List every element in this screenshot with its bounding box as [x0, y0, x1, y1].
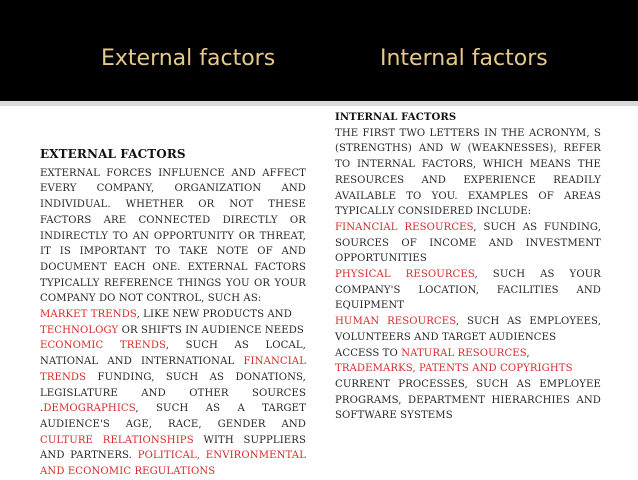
technology-item: [40, 323, 306, 339]
external-intro: [40, 166, 306, 307]
political-regulations-label: POLITICAL, ENVIRONMENTAL AND ECONOMIC REGULATIONS: [40, 450, 306, 478]
market-trends-text: , LIKE NEW PRODUCTS AND: [136, 309, 292, 321]
market-trends-item: [40, 307, 306, 323]
internal-intro-text: THE FIRST TWO LETTERS IN THE ACRONYM, S (STRENGTHS) AND W (WEAKNESSES), REFER TO INTERNAL FACTORS, WHICH MEANS THE RESOURCES AND EXPERIENCE READILY AVAILABLE TO YOU. EXAMPLES OF AREAS TYPICALLY CONSIDERED INCLUDE:: [335, 127, 601, 218]
culture-relationships-text: WITH SUPPLIERS AND PARTNERS.: [40, 434, 306, 462]
header-divider: [0, 101, 638, 106]
financial-resources-item: [335, 220, 601, 267]
external-intro-text: EXTERNAL FORCES INFLUENCE AND AFFECT EVERY COMPANY, ORGANIZATION AND INDIVIDUAL. WHETHER OR NOT THESE FACTORS ARE CONNECTED DIRECTLY OR INDIRECTLY TO AN OPPORTUNITY OR THREAT, IT IS IMPORTANT TO TAKE NOTE OF AND DOCUMENT EACH ONE. EXTERNAL FACTORS TYPICALLY REFERENCE THINGS YOU OR YOUR COMPANY DO NOT CONTROL, SUCH AS:: [40, 167, 306, 305]
human-resources-text: , SUCH AS EMPLOYEES, VOLUNTEERS AND TARGET AUDIENCES: [335, 316, 602, 343]
external-factors-column: [40, 147, 306, 480]
economic-trends-label: ECONOMIC TRENDS: [40, 340, 166, 352]
financial-trends-label: FINANCIAL TRENDS: [40, 356, 306, 383]
financial-resources-text: , SUCH AS FUNDING, SOURCES OF INCOME AND INVESTMENT OPPORTUNITIES: [335, 221, 601, 265]
trademarks-item: TRADEMARKS, PATENTS AND COPYRIGHTS: [335, 363, 573, 375]
internal-factors-heading: INTERNAL FACTORS: [335, 112, 457, 123]
financial-resources-label: FINANCIAL RESOURCES: [335, 221, 474, 233]
demographics-label: DEMOGRAPHICS: [43, 403, 136, 415]
internal-intro: [335, 126, 601, 220]
natural-resources-item: [335, 346, 601, 362]
natural-resources-text: ,: [526, 347, 530, 359]
natural-resources-label: NATURAL RESOURCES: [401, 347, 527, 359]
human-resources-item: [335, 314, 601, 345]
external-factors-title: External factors: [101, 46, 276, 71]
market-trends-label: MARKET TRENDS: [40, 309, 137, 321]
physical-resources-item: [335, 267, 601, 314]
external-factors-heading: EXTERNAL FACTORS: [40, 147, 186, 161]
technology-label: TECHNOLOGY: [40, 324, 119, 336]
internal-factors-title: Internal factors: [380, 46, 548, 71]
economic-trends-item: [40, 338, 306, 479]
technology-text: OR SHIFTS IN AUDIENCE NEEDS: [118, 324, 304, 336]
physical-resources-label: PHYSICAL RESOURCES: [335, 269, 475, 281]
slide-header: [0, 0, 638, 101]
internal-factors-column: [335, 110, 601, 424]
human-resources-label: HUMAN RESOURCES: [335, 316, 456, 328]
financial-trends-text: FUNDING, SUCH AS DONATIONS, LEGISLATURE AND OTHER SOURCES .: [40, 371, 306, 415]
physical-resources-text: , SUCH AS YOUR COMPANY'S LOCATION, FACILITIES AND EQUIPMENT: [335, 269, 602, 312]
economic-trends-text: , SUCH AS LOCAL, NATIONAL AND INTERNATIONAL: [40, 340, 306, 368]
demographics-text: , SUCH AS A TARGET AUDIENCE'S AGE, RACE, GENDER AND: [40, 403, 306, 430]
access-text: ACCESS TO: [335, 347, 402, 359]
culture-relationships-label: CULTURE RELATIONSHIPS: [40, 434, 194, 446]
current-processes-item: CURRENT PROCESSES, SUCH AS EMPLOYEE PROGRAMS, DEPARTMENT HIERARCHIES AND SOFTWARE SYSTEMS: [335, 378, 601, 422]
